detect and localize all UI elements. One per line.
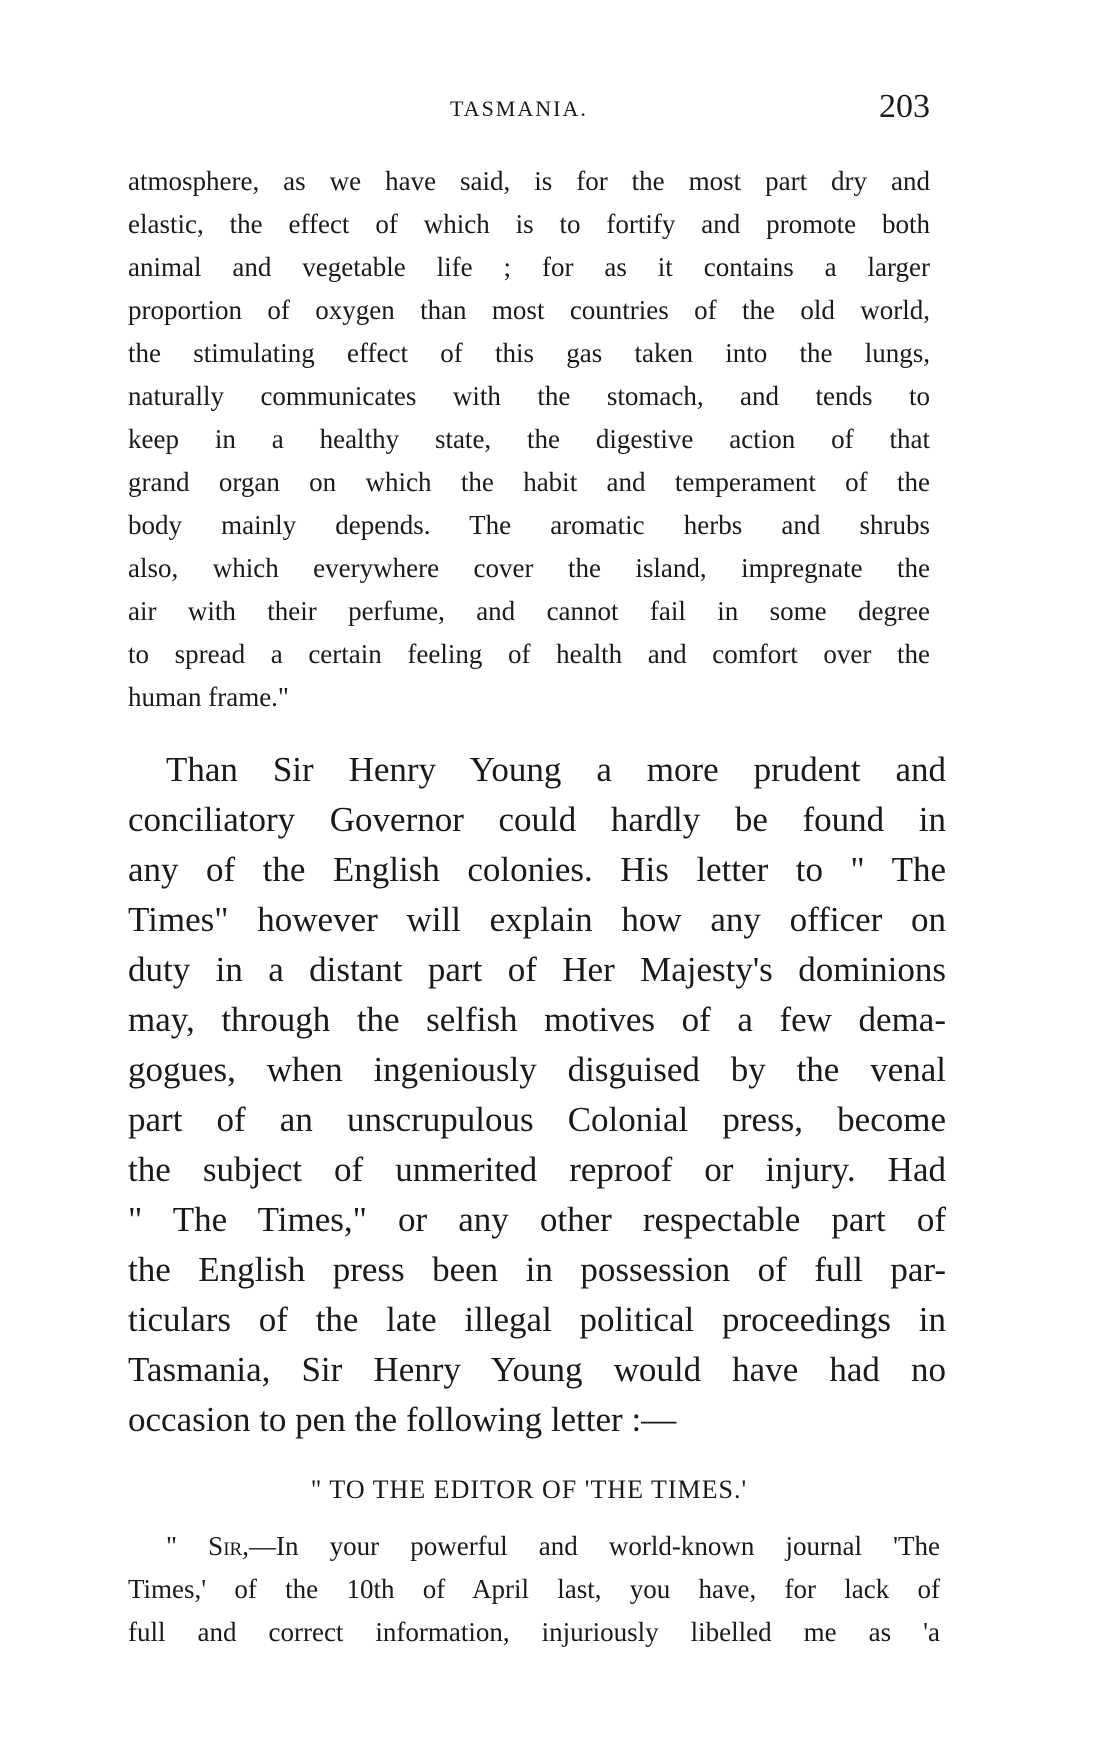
text-line: atmosphere, as we have said, is for the most part dry and bbox=[128, 166, 930, 196]
text-line: Than Sir Henry Young a more prudent and bbox=[166, 750, 946, 789]
main-paragraph bbox=[128, 745, 946, 1445]
text-line: duty in a distant part of Her Majesty's dominions bbox=[128, 950, 946, 989]
text-line: gogues, when ingeniously disguised by the venal bbox=[128, 1050, 946, 1089]
text-line: ticulars of the late illegal political proceedings in bbox=[128, 1300, 946, 1339]
text-line: human frame." bbox=[128, 682, 289, 712]
text-line: body mainly depends. The aromatic herbs and shrubs bbox=[128, 510, 930, 540]
text-line: Times,' of the 10th of April last, you have, for lack of bbox=[128, 1574, 940, 1604]
page-number: 203 bbox=[879, 88, 930, 125]
text-line: Times" however will explain how any officer on bbox=[128, 900, 946, 939]
quoted-paragraph bbox=[128, 160, 930, 719]
text-line: Tasmania, Sir Henry Young would have had no bbox=[128, 1350, 946, 1389]
text-line: full and correct information, injuriously libelled me as 'a bbox=[128, 1617, 940, 1647]
running-head: TASMANIA. bbox=[450, 96, 588, 121]
text-line: animal and vegetable life ; for as it contains a larger bbox=[128, 252, 930, 282]
letter-body bbox=[128, 1525, 940, 1654]
text-line: also, which everywhere cover the island, impregnate the bbox=[128, 553, 930, 583]
text-line: conciliatory Governor could hardly be found in bbox=[128, 800, 946, 839]
text-line: the English press been in possession of full par- bbox=[128, 1250, 946, 1289]
page-header bbox=[120, 88, 930, 128]
text-line: elastic, the effect of which is to fortify and promote both bbox=[128, 209, 930, 239]
text-line: to spread a certain feeling of health and comfort over the bbox=[128, 639, 930, 669]
salutation: Sir bbox=[208, 1531, 243, 1561]
text-line: " The Times," or any other respectable part of bbox=[128, 1200, 946, 1239]
text-line: the stimulating effect of this gas taken into the lungs, bbox=[128, 338, 930, 368]
text-line: part of an unscrupulous Colonial press, become bbox=[128, 1100, 946, 1139]
text-line: air with their perfume, and cannot fail in some degree bbox=[128, 596, 930, 626]
text-line: any of the English colonies. His letter to " The bbox=[128, 850, 946, 889]
open-quote: " bbox=[166, 1531, 209, 1561]
text-line: occasion to pen the following letter :— bbox=[128, 1400, 677, 1439]
text-line: grand organ on which the habit and temperament of the bbox=[128, 467, 930, 497]
text-line: proportion of oxygen than most countries of the old world, bbox=[128, 295, 930, 325]
letter-first-line bbox=[128, 1525, 940, 1568]
letter-heading: " TO THE EDITOR OF 'THE TIMES.' bbox=[310, 1475, 748, 1504]
letter-first-line-text: ,—In your powerful and world-known journal 'The bbox=[242, 1531, 941, 1561]
text-line: the subject of unmerited reproof or injury. Had bbox=[128, 1150, 946, 1189]
text-line: may, through the selfish motives of a few dema- bbox=[128, 1000, 946, 1039]
text-line: keep in a healthy state, the digestive action of that bbox=[128, 424, 930, 454]
text-line: naturally communicates with the stomach, and tends to bbox=[128, 381, 930, 411]
